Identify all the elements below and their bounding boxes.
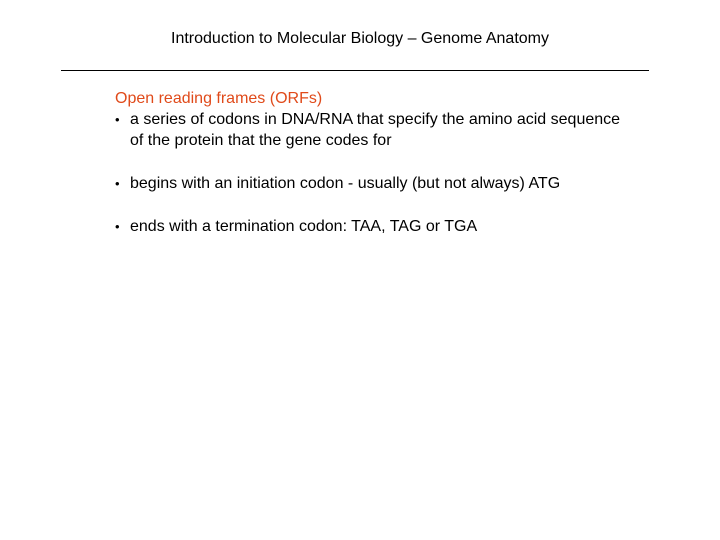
bullet-marker: • xyxy=(115,176,120,191)
bullet-item xyxy=(115,109,625,151)
slide-title: Introduction to Molecular Biology – Genome Anatomy xyxy=(171,30,549,47)
bullet-item xyxy=(115,173,675,194)
bullet-text: begins with an initiation codon - usually (but not always) ATG xyxy=(130,175,561,192)
slide-content xyxy=(115,88,675,237)
bullet-marker: • xyxy=(115,219,120,234)
bullet-text: ends with a termination codon: TAA, TAG or TGA xyxy=(130,218,478,235)
section-heading: Open reading frames (ORFs) xyxy=(115,90,323,107)
title-divider xyxy=(61,70,649,71)
bullet-item xyxy=(115,216,675,237)
bullet-marker: • xyxy=(115,112,120,127)
bullet-text: a series of codons in DNA/RNA that specify the amino acid sequence of the protein that the gene codes for xyxy=(130,111,621,149)
